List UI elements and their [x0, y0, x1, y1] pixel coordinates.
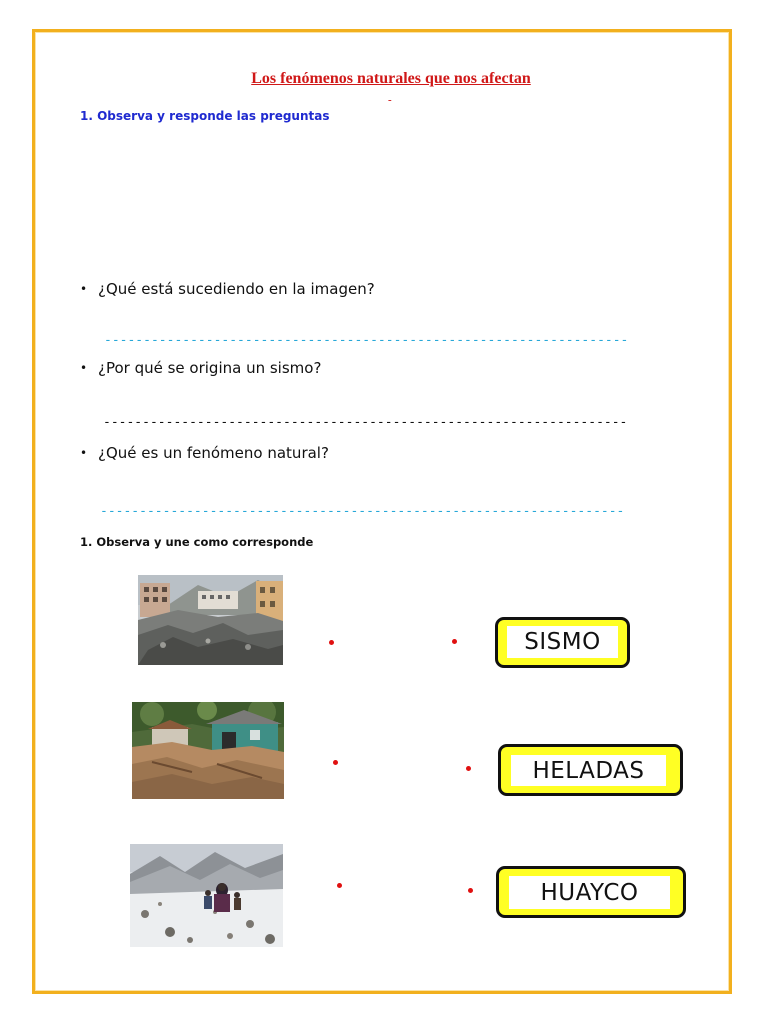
question-2-text: ¿Por qué se origina un sismo?	[98, 359, 322, 377]
bullet-icon: •	[80, 446, 88, 460]
question-2	[80, 359, 321, 377]
question-1-text: ¿Qué está sucediendo en la imagen?	[98, 280, 375, 298]
word-sismo: SISMO	[507, 626, 618, 658]
answer-line-1[interactable]: -------------------------------------------------------------------	[104, 333, 629, 348]
answer-line-3[interactable]: -------------------------------------------------------------------	[100, 504, 625, 519]
answer-line-2[interactable]: -------------------------------------------------------------------	[103, 415, 628, 430]
title-mark: -	[388, 94, 392, 106]
mudslide-photo[interactable]	[132, 702, 284, 799]
word-box-sismo[interactable]	[495, 617, 630, 668]
word-box-huayco[interactable]	[496, 866, 686, 918]
match-dot[interactable]	[333, 760, 338, 765]
match-dot[interactable]	[337, 883, 342, 888]
question-1	[80, 280, 375, 298]
section1-instruction: 1. Observa y responde las preguntas	[80, 109, 330, 123]
earthquake-photo[interactable]	[138, 575, 283, 665]
worksheet-title: Los fenómenos naturales que nos afectan	[251, 70, 531, 87]
match-dot[interactable]	[466, 766, 471, 771]
word-box-heladas[interactable]	[498, 744, 683, 796]
frost-photo[interactable]	[130, 844, 283, 947]
word-huayco: HUAYCO	[509, 876, 670, 909]
match-dot[interactable]	[468, 888, 473, 893]
question-3-text: ¿Qué es un fenómeno natural?	[98, 444, 329, 462]
match-dot[interactable]	[452, 639, 457, 644]
bullet-icon: •	[80, 361, 88, 375]
question-3	[80, 444, 329, 462]
match-dot[interactable]	[329, 640, 334, 645]
section2-instruction: 1. Observa y une como corresponde	[80, 535, 314, 549]
bullet-icon: •	[80, 282, 88, 296]
word-heladas: HELADAS	[511, 755, 666, 786]
